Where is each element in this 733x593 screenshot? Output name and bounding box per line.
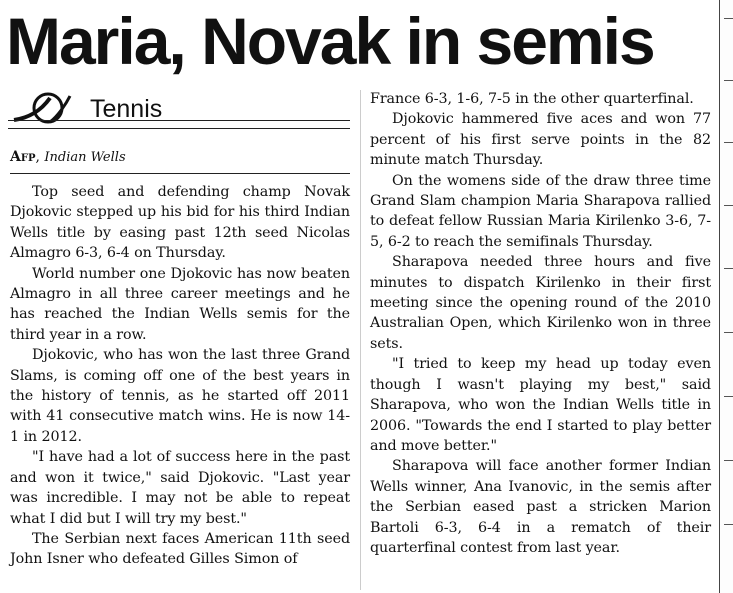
paragraph: World number one Djokovic has now beaten Almagro in all three career meetings and he has reached the Indian Wells semis for the third year in a row. [10,265,350,343]
paragraph: "I have had a lot of success here in the past and won it twice," said Djokovic. "Last year was incredible. I may not be able to repeat what I did but I will try my best." [10,449,350,527]
byline [10,148,350,174]
paragraph-continued: France 6-3, 1-6, 7-5 in the other quarterfinal. [370,91,694,107]
article-column-2 [370,89,711,558]
paragraph: Sharapova needed three hours and five minutes to dispatch Kirilenko in their first meeting since the opening round of the 2010 Australian Open, which Kirilenko won in three sets. [370,254,711,352]
paragraph: Top seed and defending champ Novak Djokovic stepped up his bid for his third Indian Wells title by easing past 12th seed Nicolas Almagro 6-3, 6-4 on Thursday. [10,184,350,262]
adjacent-column-edge [719,0,733,593]
column-divider [360,90,361,590]
paragraph: Djokovic, who has won the last three Grand Slams, is coming off one of the best years in the history of tennis, as he started off 2011 with 41 consecutive match wins. He is now 14-1 in 2012. [10,347,350,445]
paragraph: The Serbian next faces American 11th seed John Isner who defeated Gilles Simon of [10,530,350,568]
section-label: Tennis [90,95,163,123]
byline-dateline: Indian Wells [44,150,126,165]
article-column-1 [10,182,350,570]
paragraph: On the womens side of the draw three time Grand Slam champion Maria Sharapova rallied to defeat fellow Russian Maria Kirilenko 3-6, 7-5, 6-2 to reach the semifinals Thursday. [370,172,711,250]
section-rule [8,120,350,121]
paragraph: Djokovic hammered five aces and won 77 percent of his first serve points in the 82 minute match Thursday. [370,111,711,169]
paragraph: Sharapova will face another former Indian Wells winner, Ana Ivanovic, in the semis after the Serbian eased past a stricken Marion Bartoli 6-3, 6-4 in a rematch of their quarterfinal contest from last year. [370,458,711,556]
section-header [8,92,350,129]
headline: Maria, Novak in semis [6,4,654,78]
byline-separator: , [35,149,40,165]
byline-agency: Afp [10,149,36,165]
paragraph: "I tried to keep my head up today even though I wasn't playing my best," said Sharapova, who won the Indian Wells title in 2006. "Towards the end I started to play better and move better." [370,356,711,454]
